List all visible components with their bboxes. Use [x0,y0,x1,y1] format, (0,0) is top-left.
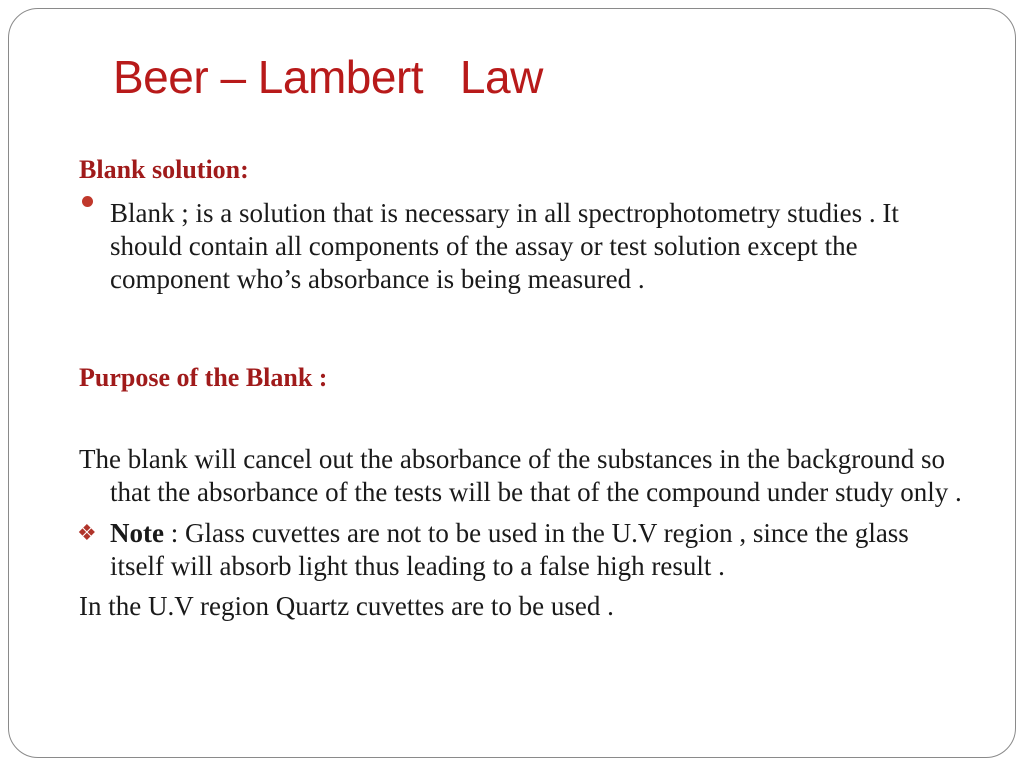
quartz-cuvettes-line: In the U.V region Quartz cuvettes are to be used . [79,591,614,621]
blank-definition-text: Blank ; is a solution that is necessary in all spectrophotometry studies . It should contain all components of the assay or test solution except the component who’s absorbance is being measured . [110,198,899,294]
blank-definition-bullet [79,197,969,296]
four-diamond-bullet-icon: ❖ [77,521,97,546]
note-label: Note [110,518,164,548]
slide-title: Beer – Lambert Law [113,51,543,103]
note-text: : Glass cuvettes are not to be used in the U.V region , since the glass itself will absorb light thus leading to a false high result . [110,518,909,581]
blank-solution-heading: Blank solution: [79,155,249,184]
slide-content [79,150,969,623]
purpose-paragraph: The blank will cancel out the absorbance of the substances in the background so that the absorbance of the tests will be that of the compound under study only . [79,444,962,507]
note-bullet [79,517,969,583]
purpose-heading: Purpose of the Blank : [79,363,328,392]
round-bullet-icon [79,197,110,230]
